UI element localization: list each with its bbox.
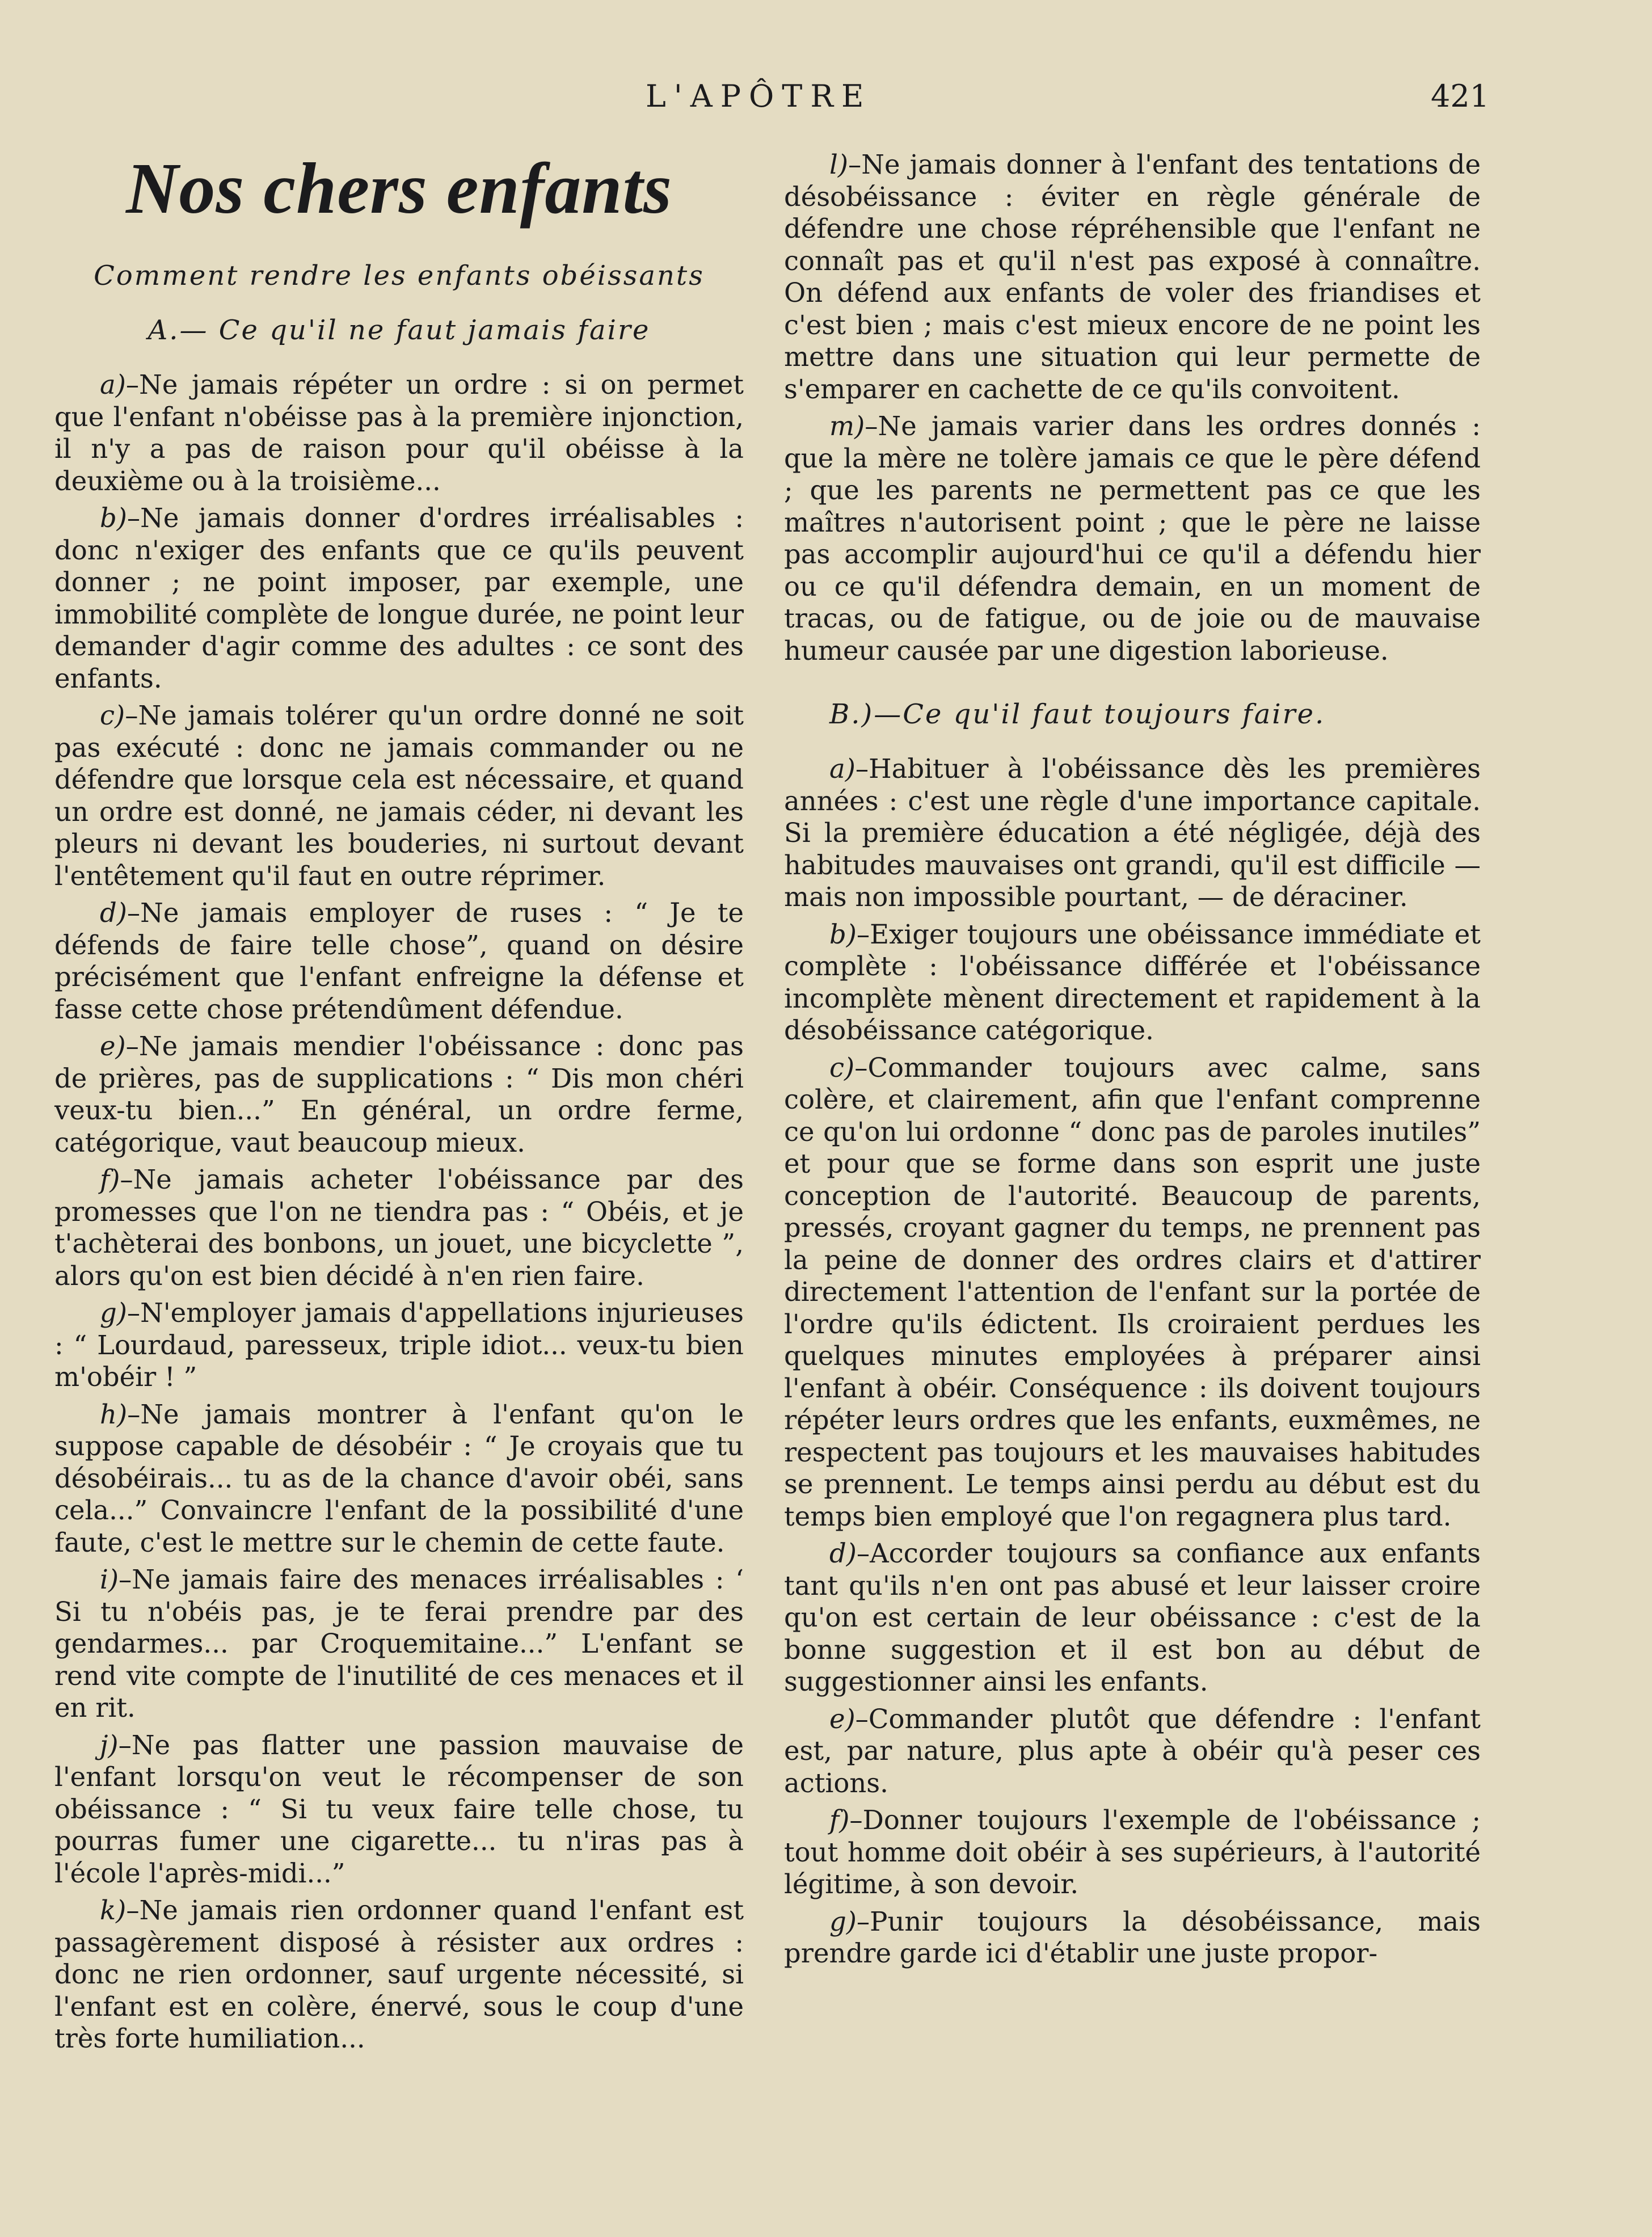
item-text: –Ne jamais donner d'ordres irréalisables : donc n'exiger des enfants que ce qu'ils peuvent donner ; ne point imposer, par exemple, une immobilité complète de longue durée, ne point leur demander d'agir comme des adultes : ce sont des enfants. — [54, 503, 744, 694]
item-text: –N'employer jamais d'appellations injurieuses : “ Lourdaud, paresseux, triple idiot... veux-tu bien m'obéir ! ” — [54, 1297, 744, 1392]
rule-a-k — [54, 1894, 744, 2055]
item-text: –Ne jamais faire des menaces irréalisables : ‘ Si tu n'obéis pas, je te ferai prendre par des gendarmes... par Croquemitaine...” L'enfant se rend vite compte de l'inutilité de ces menaces et il en rit. — [54, 1564, 744, 1723]
rule-a-c — [54, 700, 744, 892]
rule-a-j — [54, 1729, 744, 1890]
rule-a-d — [54, 897, 744, 1025]
item-marker: k) — [100, 1895, 127, 1926]
rule-b-e — [784, 1703, 1481, 1800]
item-marker: a) — [100, 369, 126, 400]
rule-a-l — [784, 149, 1481, 405]
left-column — [54, 149, 744, 2060]
item-text: –Ne jamais employer de ruses : “ Je te défends de faire telle chose”, quand on désire précisément que l'enfant enfreigne la défense et fasse cette chose prétendûment défendue. — [54, 898, 744, 1025]
item-text: –Ne jamais rien ordonner quand l'enfant est passagèrement disposé à résister aux ordres : donc ne rien ordonner, sauf urgente nécessité, si l'enfant est en colère, énervé, sous le coup d'une très forte humiliation... — [54, 1895, 744, 2054]
rule-a-i — [54, 1564, 744, 1724]
item-text: –Habituer à l'obéissance dès les premières années : c'est une règle d'une importance capitale. Si la première éducation a été négligée, déjà des habitudes mauvaises ont grandi, qu'il est difficile — mais non impossible pourtant, — de déraciner. — [784, 753, 1481, 912]
item-marker: d) — [829, 1538, 857, 1569]
item-text: –Accorder toujours sa confiance aux enfants tant qu'ils n'en ont pas abusé et leur laisser croire qu'on est certain de leur obéissance : c'est de la bonne suggestion et il est bon au début de suggestionner ainsi les enfants. — [784, 1538, 1481, 1697]
item-text: –Ne jamais acheter l'obéissance par des promesses que l'on ne tiendra pas : “ Obéis, et je t'achèterai des bonbons, un jouet, une bicyclette ”, alors qu'on est bien décidé à n'en rien faire. — [54, 1164, 744, 1291]
item-marker: h) — [100, 1398, 128, 1430]
item-marker: j) — [100, 1729, 119, 1760]
item-text: –Punir toujours la désobéissance, mais prendre garde ici d'établir une juste propor- — [784, 1906, 1481, 1969]
section-b-heading: B.)—Ce qu'il faut toujours faire. — [829, 698, 1326, 730]
rule-b-d — [784, 1537, 1481, 1698]
item-marker: e) — [100, 1031, 126, 1061]
rule-a-g — [54, 1297, 744, 1393]
rule-a-b — [54, 502, 744, 694]
rule-b-c — [784, 1052, 1481, 1533]
item-text: –Ne jamais donner à l'enfant des tentations de désobéissance : éviter en règle générale de défendre une chose répréhensible que l'enfant ne connaît pas et qu'il n'est pas exposé à connaître. On défend aux enfants de voler des friandises et c'est bien ; mais c'est mieux encore de ne point les mettre dans une situation qui leur permette de s'emparer en cachette de ce qu'ils convoitent. — [784, 149, 1481, 405]
rule-a-a — [54, 369, 744, 497]
section-a-heading: A.— Ce qu'il ne faut jamais faire — [148, 314, 651, 346]
item-text: –Ne pas flatter une passion mauvaise de l'enfant lorsqu'on veut le récompenser de son obéissance : “ Si tu veux faire telle chose, tu pourras fumer une cigarette... tu n'iras pas à l'école l'après-midi...” — [54, 1729, 744, 1889]
item-marker: i) — [100, 1564, 119, 1595]
item-marker: f) — [100, 1164, 120, 1195]
rule-b-f — [784, 1804, 1481, 1901]
rule-a-e — [54, 1030, 744, 1158]
item-marker: g) — [829, 1906, 857, 1937]
item-text: –Commander plutôt que défendre : l'enfant est, par nature, plus apte à obéir qu'à peser ces actions. — [784, 1703, 1481, 1798]
rule-b-b — [784, 919, 1481, 1047]
item-text: –Exiger toujours une obéissance immédiate et complète : l'obéissance différée et l'obéissance incomplète mènent directement et rapidement à la désobéissance catégorique. — [784, 919, 1481, 1046]
rule-a-f — [54, 1164, 744, 1292]
item-text: –Commander toujours avec calme, sans colère, et clairement, afin que l'enfant comprenne ce qu'on lui ordonne “ donc pas de paroles inutiles” et pour que se forme dans son esprit une juste conception de l'autorité. Beaucoup de parents, pressés, croyant gagner du temps, ne prennent pas la peine de donner des ordres clairs et d'attirer directement l'attention de l'enfant sur la portée de l'ordre qu'ils édictent. Ils croiraient perdues les quelques minutes employées à préparer ainsi l'enfant à obéir. Conséquence : ils doivent toujours répéter leurs ordres que les enfants, euxmêmes, ne respectent pas toujours et les mauvaises habitudes se prennent. Le temps ainsi perdu au début est du temps bien employé que l'on regagnera plus tard. — [784, 1052, 1481, 1532]
item-text: –Ne jamais tolérer qu'un ordre donné ne soit pas exécuté : donc ne jamais commander ou ne défendre que lorsque cela est nécessaire, et quand un ordre est donné, ne jamais céder, ni devant les pleurs ni devant les bouderies, ni surtout devant l'entêtement qu'il faut en outre réprimer. — [54, 700, 744, 891]
rule-b-a — [784, 753, 1481, 913]
page-number: 421 — [1431, 78, 1490, 114]
item-marker: c) — [829, 1052, 855, 1083]
item-marker: b) — [100, 503, 127, 533]
item-marker: c) — [100, 700, 125, 731]
rule-a-h — [54, 1398, 744, 1559]
rule-a-m — [784, 410, 1481, 667]
item-marker: d) — [100, 898, 127, 928]
item-text: –Ne jamais mendier l'obéissance : donc pas de prières, pas de supplications : “ Dis mon chéri veux-tu bien...” En général, un ordre ferme, catégorique, vaut beaucoup mieux. — [54, 1031, 744, 1158]
rule-b-g — [784, 1906, 1481, 1970]
item-marker: f) — [829, 1805, 850, 1835]
running-title: L'APÔTRE — [646, 78, 872, 114]
item-text: –Ne jamais varier dans les ordres donnés : que la mère ne tolère jamais ce que le père défend ; que les parents ne permettent pas ce que les maîtres n'autorisent point ; que le père ne laisse pas accomplir aujourd'hui ce qu'il a défendu hier ou ce qu'il défendra demain, en un moment de tracas, ou de fatigue, ou de joie ou de mauvaise humeur causée par une digestion laborieuse. — [784, 411, 1481, 666]
item-text: –Donner toujours l'exemple de l'obéissance ; tout homme doit obéir à ses supérieurs, à l'autorité légitime, à son devoir. — [784, 1805, 1481, 1899]
item-marker: e) — [829, 1703, 856, 1734]
item-text: –Ne jamais montrer à l'enfant qu'on le suppose capable de désobéir : “ Je croyais que tu désobéirais... tu as de la chance d'avoir obéi, sans cela...” Convaincre l'enfant de la possibilité d'une faute, c'est le mettre sur le chemin de cette faute. — [54, 1398, 744, 1558]
item-text: –Ne jamais répéter un ordre : si on permet que l'enfant n'obéisse pas à la première injonction, il n'y a pas de raison pour qu'il obéisse à la deuxième ou à la troisième... — [54, 369, 744, 496]
right-column — [784, 149, 1481, 1975]
item-marker: g) — [100, 1297, 127, 1328]
article-subtitle: Comment rendre les enfants obéissants — [94, 260, 705, 292]
item-marker: b) — [829, 919, 857, 950]
item-marker: a) — [829, 753, 856, 784]
article-title: Nos chers enfants — [126, 148, 672, 229]
item-marker: l) — [829, 149, 849, 180]
running-header — [0, 78, 1652, 118]
item-marker: m) — [829, 411, 865, 441]
